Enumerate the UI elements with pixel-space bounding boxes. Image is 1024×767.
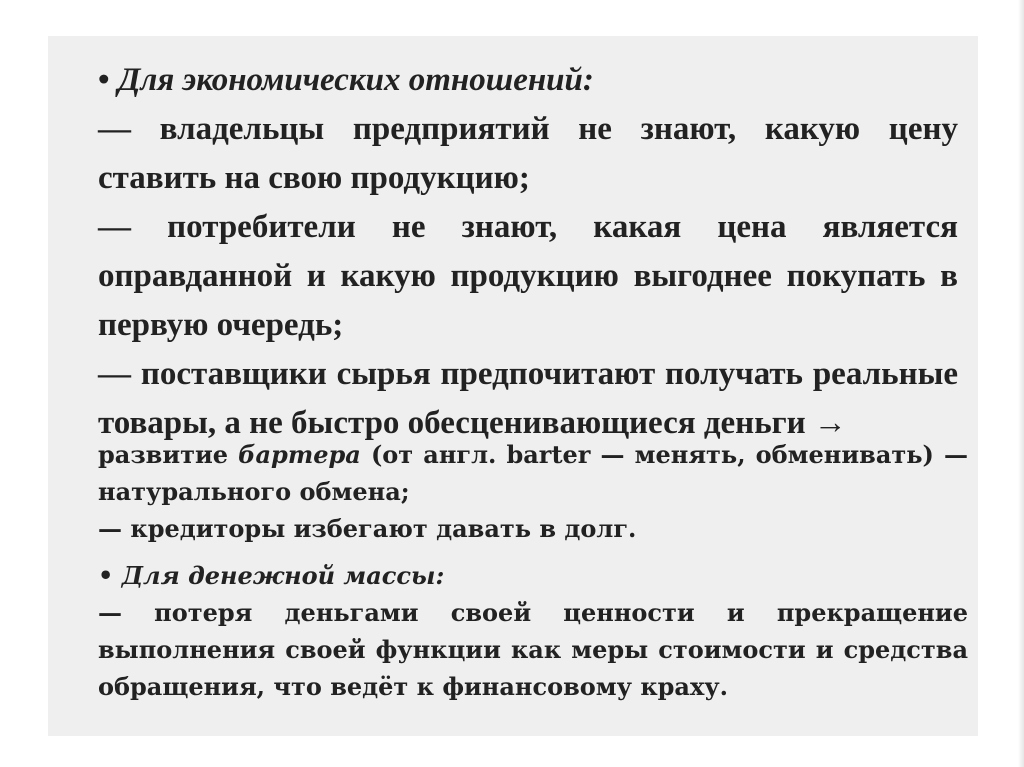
text-panel <box>48 36 978 736</box>
list-item-suppliers: — поставщики сырья предпочитают получать реальные товары, а не быстро обесценивающиеся деньги → <box>98 356 958 441</box>
list-item-creditors: — кредиторы избегают давать в долг. <box>98 514 637 543</box>
economic-relations-heading <box>98 56 958 105</box>
money-supply-heading <box>98 557 968 594</box>
barter-prefix: развитие <box>98 440 239 469</box>
bullet-icon: • <box>98 62 110 98</box>
economic-relations-heading-text: Для экономических отношений: <box>117 62 594 98</box>
list-item-owners: — владельцы предприятий не знают, какую цену ставить на свою продукцию; <box>98 111 958 196</box>
barter-and-money-block <box>98 436 968 705</box>
money-supply-heading-text: Для денежной массы: <box>121 561 445 590</box>
list-item-consumers: — потребители не знают, какая цена является оправданной и какую продукцию выгоднее покупать в первую очередь; <box>98 209 958 343</box>
economic-relations-block <box>98 56 958 448</box>
barter-term: бартера <box>238 440 361 469</box>
barter-paragraph <box>98 436 968 510</box>
bullet-icon: • <box>98 561 114 590</box>
list-item-value-loss: — потеря деньгами своей ценности и прекращение выполнения своей функции как меры стоимости и средства обращения, что ведёт к финансовому краху. <box>98 598 968 701</box>
barter-suffix: (от англ. barter — менять, обменивать) — натурального обмена; <box>98 440 968 506</box>
page-edge-shadow <box>1018 0 1024 767</box>
